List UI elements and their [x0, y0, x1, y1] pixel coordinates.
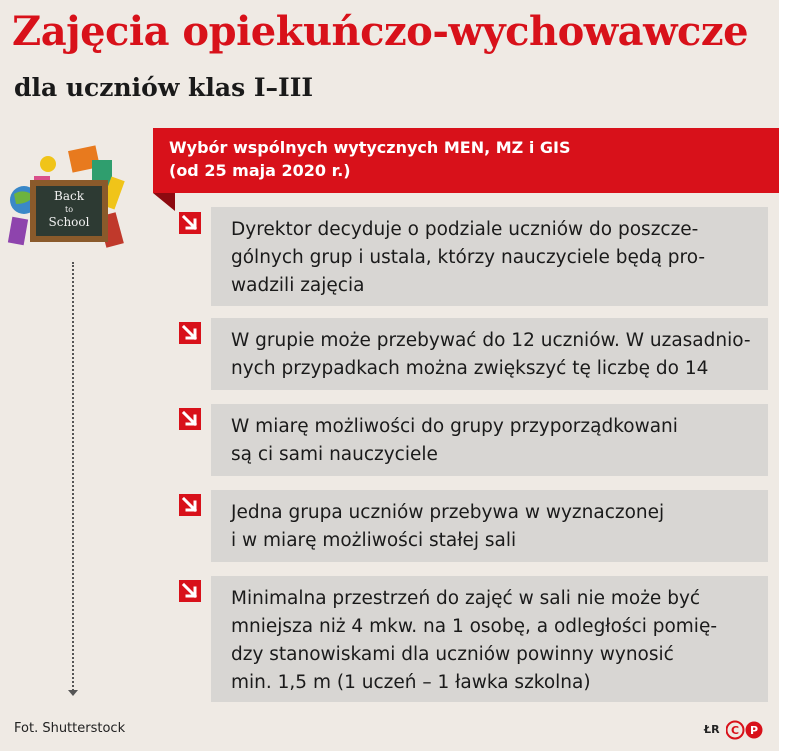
list-item — [211, 404, 768, 476]
list-item — [211, 207, 768, 306]
arrow-down-right-icon — [179, 494, 201, 516]
arrow-down-right-icon — [179, 408, 201, 430]
svg-text:C: C — [730, 724, 740, 737]
arrow-down-right-icon — [179, 580, 201, 602]
banner-line-1: Wybór wspólnych wytycznych MEN, MZ i GIS — [169, 138, 571, 157]
list-item-text: Minimalna przestrzeń do zajęć w sali nie może być mniejsza niż 4 mkw. na 1 osobę, a odległości pomię- dzy stanowiskami dla uczniów powinny wynosić min. 1,5 m (1 uczeń – 1 ławka szkolna) — [231, 588, 717, 693]
banner-fold — [153, 193, 175, 211]
board-text-2: to — [64, 205, 74, 214]
svg-text:P: P — [749, 724, 759, 737]
page-title: Zajęcia opiekuńczo-wychowawcze — [12, 8, 749, 55]
list-item-text: Dyrektor decyduje o podziale uczniów do poszcze- gólnych grup i ustala, którzy nauczyciele będą pro- wadzili zajęcia — [231, 219, 706, 296]
list-item — [211, 490, 768, 562]
section-banner — [153, 128, 779, 193]
list-item-text: Jedna grupa uczniów przebywa w wyznaczonej i w miarę możliwości stałej sali — [231, 502, 665, 551]
board-text-3: School — [48, 215, 90, 229]
banner-line-2: (od 25 maja 2020 r.) — [169, 161, 351, 180]
page-subtitle: dla uczniów klas I–III — [14, 73, 314, 102]
list-item-text: W miarę możliwości do grupy przyporządkowani są ci sami nauczyciele — [231, 416, 678, 465]
publisher-logo — [726, 720, 766, 740]
list-item — [211, 318, 768, 390]
author-initials: ŁR — [704, 723, 720, 736]
board-text-1: Back — [54, 189, 84, 203]
back-to-school-illustration — [6, 138, 136, 258]
arrow-down-right-icon — [179, 322, 201, 344]
timeline-dotted-line — [72, 262, 74, 694]
photo-credit: Fot. Shutterstock — [14, 721, 126, 736]
list-item-text: W grupie może przebywać do 12 uczniów. W uzasadnio- nych przypadkach można zwiększyć tę liczbę do 14 — [231, 330, 751, 379]
list-item — [211, 576, 768, 702]
arrow-down-right-icon — [179, 212, 201, 234]
timeline-arrow-icon — [68, 690, 78, 696]
